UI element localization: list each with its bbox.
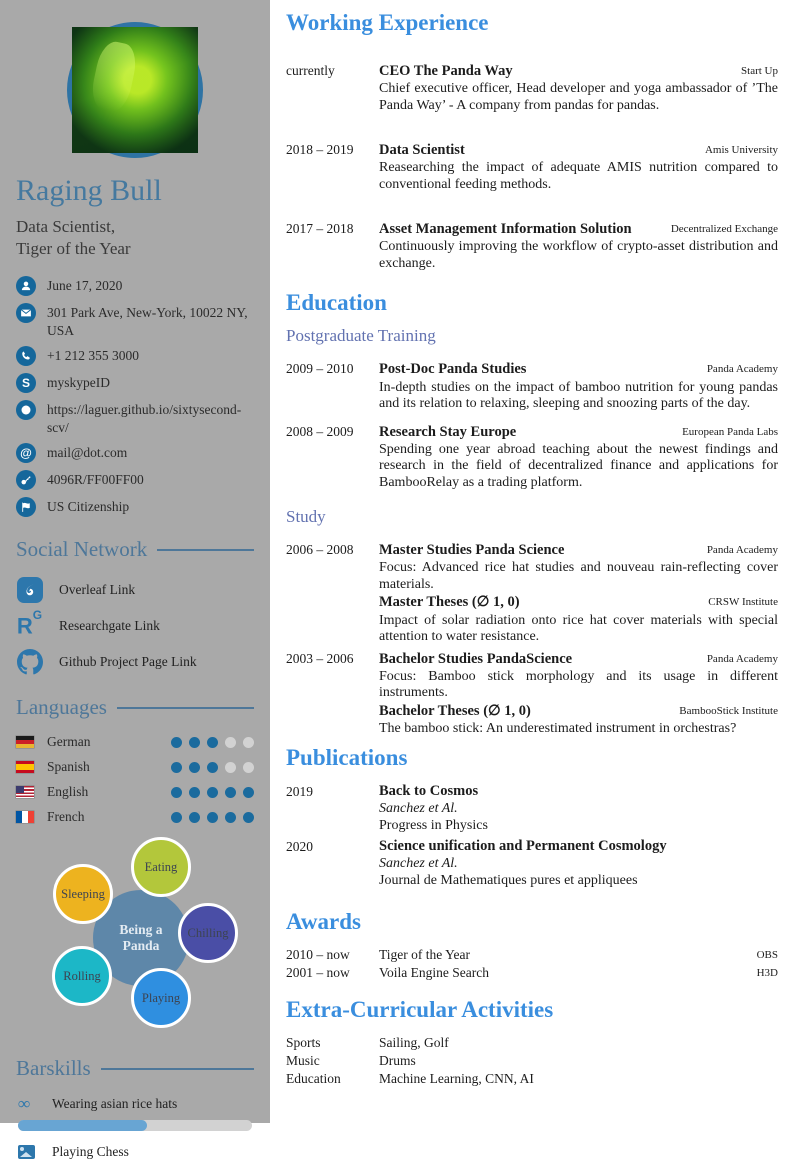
extra-curricular-heading: Extra-Curricular Activities bbox=[286, 997, 554, 1023]
sidebar bbox=[0, 0, 270, 1160]
bubble-eating bbox=[131, 837, 191, 897]
contact-phone-text: +1 212 355 3000 bbox=[47, 348, 139, 364]
entry-org: Start Up bbox=[741, 65, 778, 77]
contact-email-link[interactable]: mail@dot.com bbox=[47, 445, 128, 461]
memberships-bubble-chart bbox=[16, 834, 254, 1036]
publication-entry bbox=[286, 838, 778, 889]
language-row-english bbox=[16, 784, 254, 800]
contact-pgp bbox=[16, 470, 254, 490]
bubble-label: Sleeping bbox=[61, 886, 105, 901]
publication-journal: Progress in Physics bbox=[379, 818, 488, 834]
barskill-chess bbox=[18, 1144, 254, 1160]
extra-label: Education bbox=[286, 1071, 341, 1087]
award-period: 2001 – now bbox=[286, 965, 350, 981]
working-experience-heading: Working Experience bbox=[286, 10, 489, 35]
entry-org: Panda Academy bbox=[706, 363, 778, 376]
social-researchgate-label[interactable]: Researchgate Link bbox=[59, 617, 160, 633]
social-overleaf-label[interactable]: Overleaf Link bbox=[59, 581, 136, 597]
profile-photo bbox=[67, 22, 203, 158]
image-icon bbox=[18, 1145, 40, 1159]
contact-birthday bbox=[16, 276, 254, 296]
contact-skype bbox=[16, 373, 254, 393]
infinity-icon: ∞ bbox=[18, 1094, 31, 1114]
researchgate-icon: $R^G$ bbox=[16, 607, 43, 639]
entry-title: Master Studies Panda Science bbox=[379, 542, 565, 559]
language-row-spanish bbox=[16, 759, 254, 775]
person-icon bbox=[16, 276, 36, 296]
skype-icon: S bbox=[16, 373, 36, 393]
extra-value: Machine Learning, CNN, AI bbox=[379, 1071, 534, 1087]
key-icon bbox=[16, 470, 36, 490]
postgraduate-training-subheading: Postgraduate Training bbox=[286, 326, 436, 346]
bubble-label: Playing bbox=[141, 990, 181, 1005]
education-entry bbox=[286, 423, 778, 492]
awards-heading: Awards bbox=[286, 909, 361, 935]
extra-row bbox=[286, 1071, 778, 1087]
study-subheading: Study bbox=[286, 507, 326, 527]
award-entry bbox=[286, 965, 778, 981]
entry-description: Reasearching the impact of adequate AMIS nutrition compared to conventional feeding methods. bbox=[379, 160, 778, 192]
language-label: English bbox=[47, 784, 89, 800]
entry-period: 2009 – 2010 bbox=[286, 361, 354, 377]
france-flag-icon bbox=[16, 811, 34, 823]
award-org: OBS bbox=[756, 949, 778, 962]
entry-title: Asset Management Information Solution bbox=[379, 221, 632, 238]
thesis-org: BambooStick Institute bbox=[679, 704, 778, 717]
languages-list bbox=[16, 734, 254, 825]
language-label: German bbox=[47, 734, 91, 750]
award-title: Voila Engine Search bbox=[379, 965, 489, 981]
entry-title: Data Scientist bbox=[379, 142, 465, 159]
entry-title: Bachelor Studies PandaScience bbox=[379, 650, 573, 667]
germany-flag-icon bbox=[16, 736, 34, 748]
at-icon: @ bbox=[16, 443, 36, 463]
publication-title: Science unification and Permanent Cosmology bbox=[379, 838, 667, 855]
person-name: Raging Bull bbox=[16, 174, 162, 207]
contact-email bbox=[16, 443, 254, 463]
contact-citizenship-text: US Citizenship bbox=[47, 499, 130, 515]
language-label: French bbox=[47, 809, 85, 825]
language-level-dots bbox=[171, 762, 254, 773]
bubble-chilling bbox=[178, 903, 238, 963]
envelope-icon bbox=[16, 303, 36, 323]
bubble-rolling bbox=[52, 946, 112, 1006]
bubble-center-label: Being a Panda bbox=[119, 921, 163, 954]
social-list bbox=[16, 576, 254, 675]
person-title bbox=[16, 216, 254, 260]
experience-entry bbox=[286, 141, 778, 193]
award-title: Tiger of the Year bbox=[379, 947, 470, 963]
flag-icon bbox=[16, 497, 36, 517]
contact-birthday-text: June 17, 2020 bbox=[47, 278, 123, 294]
extra-row bbox=[286, 1035, 778, 1051]
extra-label: Sports bbox=[286, 1035, 321, 1051]
publication-year: 2019 bbox=[286, 784, 313, 800]
contact-citizenship bbox=[16, 497, 254, 517]
entry-title: Post-Doc Panda Studies bbox=[379, 361, 527, 378]
contact-website bbox=[16, 400, 254, 436]
contact-phone bbox=[16, 346, 254, 366]
contact-website-link[interactable]: https://laguer.github.io/sixtysecond-scv/ bbox=[47, 402, 242, 435]
entry-org: Amis University bbox=[704, 144, 778, 157]
phone-icon bbox=[16, 346, 36, 366]
publication-authors: Sanchez et Al. bbox=[379, 856, 458, 872]
barskills-heading: Barskills bbox=[16, 1056, 254, 1081]
entry-period: 2018 – 2019 bbox=[286, 142, 354, 158]
entry-period: 2008 – 2009 bbox=[286, 423, 354, 439]
award-entry bbox=[286, 947, 778, 963]
education-entry bbox=[286, 541, 778, 645]
usa-flag-icon bbox=[16, 786, 34, 798]
entry-description: Continuously improving the workflow of crypto-asset distribution and exchange. bbox=[379, 239, 778, 271]
entry-description: Focus: Bamboo stick morphology and its usage in different instruments. bbox=[379, 668, 778, 701]
education-entry bbox=[286, 650, 778, 738]
social-item-github[interactable] bbox=[16, 648, 254, 675]
award-org: H3D bbox=[756, 967, 778, 980]
extra-value: Drums bbox=[379, 1053, 416, 1069]
contact-address-text: 301 Park Ave, New-York, 10022 NY, USA bbox=[47, 305, 248, 338]
entry-description: In-depth studies on the impact of bamboo nutrition for young pandas and its relation to relaxing, sleeping and snoozing parts of the day. bbox=[379, 379, 778, 412]
social-github-label[interactable]: Github Project Page Link bbox=[59, 653, 197, 669]
bubble-playing bbox=[131, 968, 191, 1028]
language-label: Spanish bbox=[47, 759, 90, 775]
entry-org: European Panda Labs bbox=[682, 425, 778, 438]
language-row-french bbox=[16, 809, 254, 825]
entry-description: Focus: Advanced rice hat studies and nouveau rain-reflecting cover materials. bbox=[379, 560, 778, 592]
entry-period: currently bbox=[286, 63, 335, 78]
entry-description: Chief executive officer, Head developer and yoga ambassador of ’The Panda Way’ - A company from pandas for pandas. bbox=[379, 81, 778, 113]
language-level-dots bbox=[171, 737, 254, 748]
social-item-overleaf[interactable] bbox=[16, 576, 254, 603]
contact-skype-text: myskypeID bbox=[47, 375, 110, 391]
barskills-section bbox=[16, 1056, 254, 1160]
person-title-line1: Data Scientist, bbox=[16, 217, 116, 236]
entry-period: 2017 – 2018 bbox=[286, 221, 354, 237]
contact-pgp-text: 4096R/FF00FF00 bbox=[47, 472, 144, 488]
github-icon bbox=[16, 648, 43, 675]
entry-description: Spending one year abroad teaching about the newest findings and research in the field of decentralized finance and applications for BambooRelay as a trading platform. bbox=[379, 441, 778, 490]
person-title-line2: Tiger of the Year bbox=[16, 239, 131, 259]
education-entry bbox=[286, 360, 778, 412]
barskill-label: Playing Chess bbox=[52, 1144, 129, 1160]
thesis-description: Impact of solar radiation onto rice hat cover materials with special attention to water resistance. bbox=[379, 612, 778, 645]
extra-row bbox=[286, 1053, 778, 1069]
profile-photo-face bbox=[72, 27, 198, 153]
barskill-progress-fill bbox=[18, 1120, 147, 1131]
thesis-title: Bachelor Theses (∅ 1, 0) bbox=[379, 702, 531, 719]
language-level-dots bbox=[171, 812, 254, 823]
languages-heading: Languages bbox=[16, 695, 254, 720]
bubble-label: Rolling bbox=[63, 968, 101, 983]
thesis-title: Master Theses (∅ 1, 0) bbox=[379, 594, 520, 611]
social-item-researchgate[interactable] bbox=[16, 607, 254, 639]
publication-authors: Sanchez et Al. bbox=[379, 801, 458, 817]
main-column bbox=[270, 0, 794, 1123]
experience-entry bbox=[286, 220, 778, 272]
barskill-label: Wearing asian rice hats bbox=[52, 1096, 178, 1112]
entry-org: Panda Academy bbox=[706, 544, 778, 557]
thesis-org: CRSW Institute bbox=[708, 596, 778, 609]
language-row-german bbox=[16, 734, 254, 750]
overleaf-icon bbox=[16, 576, 43, 603]
extra-label: Music bbox=[286, 1053, 320, 1069]
globe-icon bbox=[16, 400, 36, 420]
barskill-progress-track bbox=[18, 1120, 252, 1131]
spain-flag-icon bbox=[16, 761, 34, 773]
experience-entry bbox=[286, 62, 778, 114]
bubble-label: Chilling bbox=[187, 925, 229, 940]
entry-period: 2003 – 2006 bbox=[286, 650, 354, 666]
barskill-rice-hats bbox=[18, 1094, 254, 1114]
social-network-heading: Social Network bbox=[16, 537, 254, 562]
bubble-label: Eating bbox=[144, 859, 178, 874]
contact-address bbox=[16, 303, 254, 339]
entry-title: CEO The Panda Way bbox=[379, 63, 513, 79]
extra-value: Sailing, Golf bbox=[379, 1035, 449, 1051]
publication-entry bbox=[286, 783, 778, 834]
bubble-sleeping bbox=[53, 864, 113, 924]
entry-period: 2006 – 2008 bbox=[286, 542, 354, 558]
publication-title: Back to Cosmos bbox=[379, 783, 479, 800]
profile-photo-wrap bbox=[16, 22, 254, 158]
entry-title: Research Stay Europe bbox=[379, 423, 517, 440]
entry-org: Decentralized Exchange bbox=[670, 223, 778, 236]
publication-journal: Journal de Mathematiques pures et appliquees bbox=[379, 873, 638, 889]
publication-year: 2020 bbox=[286, 839, 313, 855]
education-heading: Education bbox=[286, 290, 387, 316]
publications-heading: Publications bbox=[286, 745, 408, 771]
entry-org: Panda Academy bbox=[706, 652, 778, 665]
contact-list bbox=[16, 276, 254, 517]
thesis-description: The bamboo stick: An underestimated instrument in orchestras? bbox=[379, 720, 737, 736]
language-level-dots bbox=[171, 787, 254, 798]
award-period: 2010 – now bbox=[286, 947, 350, 963]
